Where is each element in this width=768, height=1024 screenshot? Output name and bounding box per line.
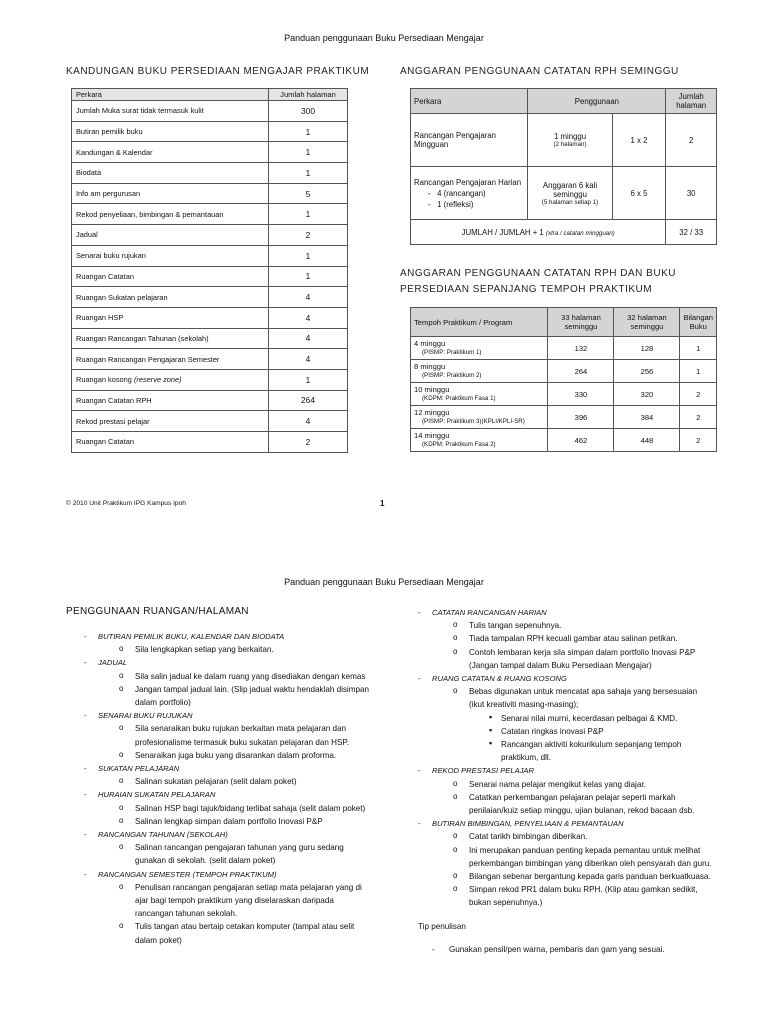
practicum-row <box>411 429 717 452</box>
contents-item-text: Rekod prestasi pelajar <box>76 416 150 426</box>
contents-pages: 4 <box>269 349 348 370</box>
weekly-row3-label: JUMLAH / JUMLAH + 1 <box>461 227 544 237</box>
practicum-c33: 396 <box>548 406 614 429</box>
practicum-header-count: Bilangan Buku <box>680 308 717 337</box>
contents-row <box>72 142 348 163</box>
contents-item-text: Info am pergurusan <box>76 189 141 199</box>
usage-sec-item: - RUANG CATATAN & RUANG KOSONG <box>418 672 714 685</box>
contents-item-text: Senarai buku rujukan <box>76 251 146 261</box>
usage-b1-item: o Bebas digunakan untuk mencatat apa sahaja yang bersesuaian (ikut kreativiti masing-masing); <box>418 685 714 711</box>
contents-item <box>72 183 269 204</box>
usage-sec-item: - RANCANGAN SEMESTER (TEMPOH PRAKTIKUM) <box>84 868 370 881</box>
contents-item-text: Ruangan Catatan <box>76 437 134 447</box>
practicum-c33: 330 <box>548 383 614 406</box>
contents-pages: 4 <box>269 287 348 308</box>
practicum-program: (PISMP: Praktikum 3)(KPLI/KPLI-SR) <box>422 418 525 425</box>
practicum-c33: 264 <box>548 360 614 383</box>
contents-pages: 300 <box>269 101 348 122</box>
practicum-heading-2: PERSEDIAAN SEPANJANG TEMPOH PRAKTIKUM <box>400 284 653 295</box>
practicum-header-period: Tempoh Praktikum / Program <box>411 308 548 337</box>
contents-item-text: Ruangan HSP <box>76 313 124 323</box>
usage-gap-item <box>418 933 714 943</box>
weekly-row2-item: Rancangan Pengajaran Harian <box>414 177 522 187</box>
contents-row <box>72 307 348 328</box>
usage-sec-item: - RANCANGAN TAHUNAN (SEKOLAH) <box>84 828 370 841</box>
page-1-title: Panduan penggunaan Buku Persediaan Mengajar <box>284 33 484 43</box>
usage-b1-item: o Ini merupakan panduan penting kepada pemantau untuk melihat perkembangan bimbingan yang diberikan oleh pensyarah dan guru. <box>418 844 714 870</box>
weekly-header-item: Perkara <box>411 89 528 114</box>
contents-pages: 1 <box>269 204 348 225</box>
usage-b1-item: o Sila lengkapkan setiap yang berkaitan. <box>84 643 370 656</box>
practicum-c33: 462 <box>548 429 614 452</box>
contents-item <box>72 369 269 390</box>
weekly-row1-calc: 1 x 2 <box>612 114 666 167</box>
usage-sec-item: - HURAIAN SUKATAN PELAJARAN <box>84 788 370 801</box>
contents-row <box>72 369 348 390</box>
contents-pages: 1 <box>269 369 348 390</box>
contents-item <box>72 328 269 349</box>
practicum-row <box>411 406 717 429</box>
weekly-row1-item: Rancangan Pengajaran Mingguan <box>411 114 528 167</box>
practicum-row <box>411 383 717 406</box>
usage-left-column <box>84 630 370 947</box>
contents-row <box>72 225 348 246</box>
weekly-row3-label-cell <box>411 220 666 245</box>
contents-pages: 4 <box>269 411 348 432</box>
contents-heading: KANDUNGAN BUKU PERSEDIAAN MENGAJAR PRAKTIKUM <box>66 66 370 77</box>
weekly-row2-use-sub: (5 halaman setiap 1) <box>541 198 599 206</box>
contents-pages: 4 <box>269 328 348 349</box>
contents-row <box>72 183 348 204</box>
practicum-c32: 128 <box>614 337 680 360</box>
weekly-row-jumlah <box>411 220 717 245</box>
contents-row <box>72 101 348 122</box>
practicum-heading-1: ANGGARAN PENGGUNAAN CATATAN RPH DAN BUKU <box>400 268 676 279</box>
contents-header-row <box>72 89 348 101</box>
practicum-c32: 384 <box>614 406 680 429</box>
practicum-header-row <box>411 308 717 337</box>
contents-row <box>72 349 348 370</box>
practicum-count: 2 <box>680 383 717 406</box>
contents-item <box>72 287 269 308</box>
usage-b2-item: ▪ Catatan ringkas inovasi P&P <box>418 725 714 738</box>
weekly-row1-use <box>528 114 612 167</box>
weekly-row1-use-main: 1 minggu <box>553 132 587 141</box>
contents-item-text: Butiran pemilik buku <box>76 127 143 137</box>
practicum-c32: 448 <box>614 429 680 452</box>
weekly-row2-calc: 6 x 5 <box>612 167 666 220</box>
contents-item <box>72 390 269 411</box>
contents-row <box>72 287 348 308</box>
weekly-row3-label-em: (xtra / catatan mingguan) <box>545 229 615 237</box>
contents-table <box>71 88 348 453</box>
contents-pages: 1 <box>269 121 348 142</box>
practicum-c32: 256 <box>614 360 680 383</box>
usage-b1-item: o Catat tarikh bimbingan diberikan. <box>418 830 714 843</box>
practicum-period <box>411 337 548 360</box>
practicum-period <box>411 360 548 383</box>
contents-pages: 1 <box>269 266 348 287</box>
usage-b2-item: ▪ Rancangan aktiviti kokurikulum sepanjang tempoh praktikum, dll. <box>418 738 714 764</box>
weekly-row2-sub2: - 1 (refleksi) <box>428 199 474 209</box>
contents-item-text: Ruangan kosong <box>76 375 132 385</box>
weekly-row-mingguan <box>411 114 717 167</box>
practicum-period <box>411 429 548 452</box>
contents-pages: 2 <box>269 225 348 246</box>
usage-b1-item: o Tiada tampalan RPH kecuali gambar atau salinan petikan. <box>418 632 714 645</box>
contents-pages: 5 <box>269 183 348 204</box>
practicum-count: 1 <box>680 337 717 360</box>
contents-row <box>72 432 348 453</box>
contents-item-em: (reserve zone) <box>133 375 182 385</box>
practicum-weeks: 12 minggu <box>414 408 450 417</box>
usage-b1-item: o Contoh lembaran kerja sila simpan dalam portfolio Inovasi P&P (Jangan tampal dalam Buku Persediaan Mengajar) <box>418 646 714 672</box>
contents-item <box>72 411 269 432</box>
weekly-row2-use <box>528 167 612 220</box>
weekly-row3-total: 32 / 33 <box>666 220 717 245</box>
usage-sec-item: - BUTIRAN PEMILIK BUKU, KALENDAR DAN BIODATA <box>84 630 370 643</box>
usage-right-column <box>418 606 714 956</box>
contents-item-text: Rekod penyeliaan, bimbingan & pemantauan <box>76 209 224 219</box>
practicum-row <box>411 337 717 360</box>
contents-item-text: Jumlah Muka surat tidak termasuk kulit <box>76 106 204 116</box>
usage-b1-item: o Salinan HSP bagi tajuk/bidang terlibat sahaja (selit dalam poket) <box>84 802 370 815</box>
weekly-row-harian <box>411 167 717 220</box>
usage-dash-item: - Gunakan pensil/pen warna, pembaris dan gam yang sesuai. <box>418 943 714 956</box>
usage-tip-item: Tip penulisan <box>418 921 466 931</box>
practicum-count: 2 <box>680 406 717 429</box>
contents-pages: 1 <box>269 163 348 184</box>
contents-item <box>72 121 269 142</box>
weekly-table <box>410 88 717 245</box>
usage-sec-item: - JADUAL <box>84 656 370 669</box>
usage-sec-item: - SENARAI BUKU RUJUKAN <box>84 709 370 722</box>
contents-item <box>72 163 269 184</box>
usage-b1-item: o Catatkan perkembangan pelajaran pelajar seperti markah penilaian/kuiz setiap minggu, ujian bulanan, rekod bacaan dsb. <box>418 791 714 817</box>
contents-item-text: Biodata <box>76 168 102 178</box>
contents-header-pages: Jumlah halaman <box>269 89 348 101</box>
practicum-count: 1 <box>680 360 717 383</box>
contents-row <box>72 121 348 142</box>
practicum-weeks: 14 minggu <box>414 431 450 440</box>
contents-item-text: Ruangan Sukatan pelajaran <box>76 292 168 302</box>
usage-sec-item: - REKOD PRESTASI PELAJAR <box>418 764 714 777</box>
contents-item <box>72 245 269 266</box>
weekly-row1-total: 2 <box>666 114 717 167</box>
usage-b1-item: o Salinan rancangan pengajaran tahunan yang guru sedang gunakan di sekolah. (selit dalam poket) <box>84 841 370 867</box>
contents-item-text: Kandungan & Kalendar <box>76 147 153 157</box>
usage-b1-item: o Sila senaraikan buku rujukan berkaitan mata pelajaran dan profesionalisme termasuk buku sukatan pelajaran dan HSP. <box>84 722 370 748</box>
contents-item-text: Ruangan Catatan <box>76 271 134 281</box>
usage-b1-item: o Simpan rekod PR1 dalam buku RPH. (Klip atau gamkan sedikit, bukan sepenuhnya.) <box>418 883 714 909</box>
contents-item-text: Jadual <box>76 230 98 240</box>
practicum-program: (PISMP: Praktikum 1) <box>422 349 482 356</box>
footer-copyright: © 2010 Unit Praktikum IPG Kampus Ipoh <box>66 500 186 507</box>
weekly-header-row <box>411 89 717 114</box>
usage-b1-item: o Senarai nama pelajar mengikut kelas yang diajar. <box>418 778 714 791</box>
contents-item-text: Ruangan Rancangan Tahunan (sekolah) <box>76 333 209 343</box>
usage-sec-item: - BUTIRAN BIMBINGAN, PENYELIAAN & PEMANTAUAN <box>418 817 714 830</box>
contents-row <box>72 204 348 225</box>
practicum-weeks: 4 minggu <box>414 339 446 348</box>
contents-header-item: Perkara <box>72 89 269 101</box>
page-2-title: Panduan penggunaan Buku Persediaan Mengajar <box>284 577 484 587</box>
usage-heading: PENGGUNAAN RUANGAN/HALAMAN <box>66 606 249 617</box>
usage-b1-item: o Senaraikan juga buku yang disarankan dalam proforma. <box>84 749 370 762</box>
practicum-header-33: 33 halaman seminggu <box>548 308 614 337</box>
weekly-row2-sub1: - 4 (rancangan) <box>428 188 486 198</box>
usage-b1-item: o Bilangan sebenar bergantung kepada garis panduan berkuatkuasa. <box>418 870 714 883</box>
weekly-row1-use-sub: (2 halaman) <box>553 141 587 148</box>
practicum-c33: 132 <box>548 337 614 360</box>
practicum-program: (KDPM: Praktikum Fasa 2) <box>422 441 496 448</box>
usage-b1-item: o Jangan tampal jadual lain. (Slip jadual waktu hendaklah disimpan dalam portfolio) <box>84 683 370 709</box>
practicum-weeks: 8 minggu <box>414 362 446 371</box>
weekly-header-use: Penggunaan <box>528 89 666 114</box>
usage-b2-item: ▪ Senarai nilai murni, kecerdasan pelbagai & KMD. <box>418 712 714 725</box>
weekly-row2-item-cell <box>411 167 528 220</box>
practicum-row <box>411 360 717 383</box>
practicum-period <box>411 406 548 429</box>
usage-sec-item: - SUKATAN PELAJARAN <box>84 762 370 775</box>
practicum-weeks: 10 minggu <box>414 385 450 394</box>
contents-item <box>72 349 269 370</box>
contents-item <box>72 225 269 246</box>
contents-pages: 2 <box>269 432 348 453</box>
contents-item-text: Ruangan Rancangan Pengajaran Semester <box>76 354 220 364</box>
usage-b1-item: o Salinan lengkap simpan dalam portfolio Inovasi P&P <box>84 815 370 828</box>
practicum-count: 2 <box>680 429 717 452</box>
page-number: 1 <box>380 499 385 508</box>
contents-item-text: Ruangan Catatan RPH <box>76 395 152 405</box>
usage-b1-item: o Tulis tangan atau bertaip cetakan komputer (tampal atau selit dalam poket) <box>84 920 370 946</box>
weekly-row2-use-main: Anggaran 6 kali seminggu <box>542 180 598 199</box>
weekly-row2-sub1-text: 4 (rancangan) <box>437 188 486 198</box>
practicum-period <box>411 383 548 406</box>
contents-row <box>72 163 348 184</box>
usage-b1-item: o Tulis tangan sepenuhnya. <box>418 619 714 632</box>
contents-pages: 1 <box>269 245 348 266</box>
usage-b1-item: o Sila salin jadual ke dalam ruang yang disediakan dengan kemas <box>84 670 370 683</box>
contents-row <box>72 328 348 349</box>
weekly-row2-total: 30 <box>666 167 717 220</box>
contents-row <box>72 411 348 432</box>
contents-row <box>72 266 348 287</box>
weekly-heading: ANGGARAN PENGGUNAAN CATATAN RPH SEMINGGU <box>400 66 679 77</box>
contents-pages: 4 <box>269 307 348 328</box>
contents-row <box>72 390 348 411</box>
usage-b1-item: o Salinan sukatan pelajaran (selit dalam poket) <box>84 775 370 788</box>
usage-gap-item <box>418 910 714 920</box>
contents-item <box>72 204 269 225</box>
contents-item <box>72 307 269 328</box>
practicum-table <box>410 307 717 452</box>
usage-b1-item: o Penulisan rancangan pengajaran setiap mata pelajaran yang di ajar bagi tempoh praktikum yang diselaraskan daripada rancangan tahunan sekolah. <box>84 881 370 921</box>
practicum-program: (KDPM: Praktikum Fasa 1) <box>422 395 496 402</box>
contents-item <box>72 266 269 287</box>
weekly-row2-sub2-text: 1 (refleksi) <box>437 199 474 209</box>
usage-sec-item: - CATATAN RANCANGAN HARIAN <box>418 606 714 619</box>
contents-row <box>72 245 348 266</box>
practicum-c32: 320 <box>614 383 680 406</box>
contents-pages: 1 <box>269 142 348 163</box>
weekly-header-total: Jumlah halaman <box>666 89 717 114</box>
contents-item <box>72 101 269 122</box>
contents-item <box>72 432 269 453</box>
contents-item <box>72 142 269 163</box>
contents-pages: 264 <box>269 390 348 411</box>
practicum-program: (PISMP: Praktikum 2) <box>422 372 482 379</box>
practicum-header-32: 32 halaman seminggu <box>614 308 680 337</box>
